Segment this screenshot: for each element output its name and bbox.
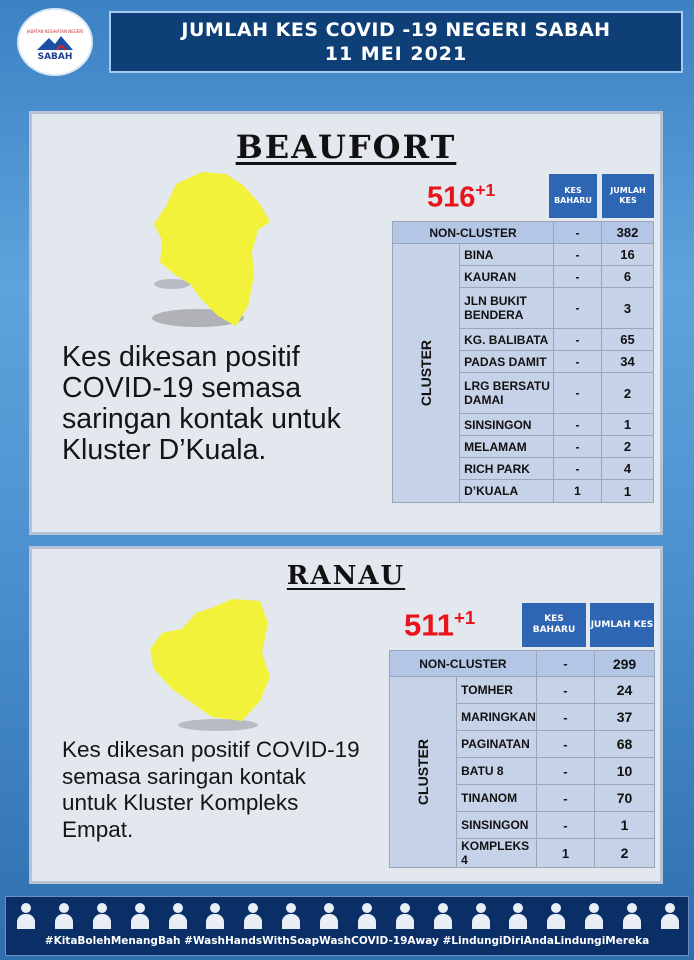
- footer-banner: [5, 896, 689, 956]
- total-cases: $516^{+1}$: [427, 180, 496, 214]
- table-row: KAURAN - 6: [393, 266, 654, 288]
- district-title: RANAU: [286, 561, 406, 591]
- column-header-total-cases: JUMLAH KES: [602, 174, 654, 218]
- person-icon: [395, 903, 415, 929]
- table-row: MELAMAM - 2: [393, 436, 654, 458]
- non-cluster-row: NON-CLUSTER - 382: [393, 222, 654, 244]
- table-row: KOMPLEKS 4 1 2: [390, 839, 655, 868]
- table-row: PAGINATAN - 68: [390, 731, 655, 758]
- person-icon: [205, 903, 225, 929]
- person-icon: [130, 903, 150, 929]
- case-description: Kes dikesan positif COVID-19 semasa saringan kontak untuk Kluster D’Kuala.: [62, 341, 341, 466]
- person-icon: [660, 903, 680, 929]
- person-icon: [433, 903, 453, 929]
- table-row: D’KUALA 1 1: [393, 480, 654, 503]
- page-title: JUMLAH KES COVID -19 NEGERI SABAH: [181, 19, 611, 41]
- person-icon: [243, 903, 263, 929]
- cluster-label-cell: CLUSTER: [393, 244, 460, 503]
- total-cases: $511^{+1}$: [404, 607, 476, 643]
- non-cluster-row: NON-CLUSTER - 299: [390, 651, 655, 677]
- ranau-panel: [29, 546, 663, 884]
- person-icon: [319, 903, 339, 929]
- logo-name: SABAH: [37, 51, 73, 62]
- person-icon: [622, 903, 642, 929]
- person-icon: [281, 903, 301, 929]
- person-icon: [508, 903, 528, 929]
- person-icon: [471, 903, 491, 929]
- frontliner-icons: [16, 903, 680, 931]
- mountain-icon: [35, 34, 75, 52]
- person-icon: [584, 903, 604, 929]
- table-row: SINSINGON - 1: [393, 414, 654, 436]
- beaufort-map-icon: [132, 166, 292, 336]
- table-row: MARINGKAN - 37: [390, 704, 655, 731]
- person-icon: [92, 903, 112, 929]
- table-row: TINANOM - 70: [390, 785, 655, 812]
- person-icon: [546, 903, 566, 929]
- table-row: CLUSTER TOMHER - 24: [390, 677, 655, 704]
- table-row: RICH PARK - 4: [393, 458, 654, 480]
- column-header-total-cases: JUMLAH KES: [590, 603, 654, 647]
- person-icon: [16, 903, 36, 929]
- person-icon: [54, 903, 74, 929]
- case-description: Kes dikesan positif COVID-19 semasa saringan kontak untuk Kluster Kompleks Empat.: [62, 737, 360, 842]
- hashtags: #KitaBolehMenangBah #WashHandsWithSoapWashCOVID-19Away #LindungiDiriAndaLindungiMereka: [44, 935, 650, 947]
- cases-table: [389, 650, 655, 868]
- logo-tagline: JABATAN KESIHATAN NEGERI: [26, 28, 84, 34]
- table-row: PADAS DAMIT - 34: [393, 351, 654, 373]
- beaufort-panel: [29, 111, 663, 535]
- report-date: 11 MEI 2021: [324, 43, 468, 65]
- column-header-new-cases: KES BAHARU: [549, 174, 597, 218]
- person-icon: [357, 903, 377, 929]
- table-row: CLUSTER BINA - 16: [393, 244, 654, 266]
- table-row: LRG BERSATU DAMAI - 2: [393, 373, 654, 414]
- page-header: [109, 11, 683, 73]
- cluster-label-cell: CLUSTER: [390, 677, 457, 868]
- table-row: JLN BUKIT BENDERA - 3: [393, 288, 654, 329]
- ranau-map-icon: [142, 593, 282, 733]
- cases-table: [392, 221, 654, 503]
- person-icon: [168, 903, 188, 929]
- table-row: BATU 8 - 10: [390, 758, 655, 785]
- district-title: BEAUFORT: [235, 128, 457, 166]
- table-row: SINSINGON - 1: [390, 812, 655, 839]
- sabah-health-logo: [17, 8, 93, 76]
- table-row: KG. BALIBATA - 65: [393, 329, 654, 351]
- column-header-new-cases: KES BAHARU: [522, 603, 586, 647]
